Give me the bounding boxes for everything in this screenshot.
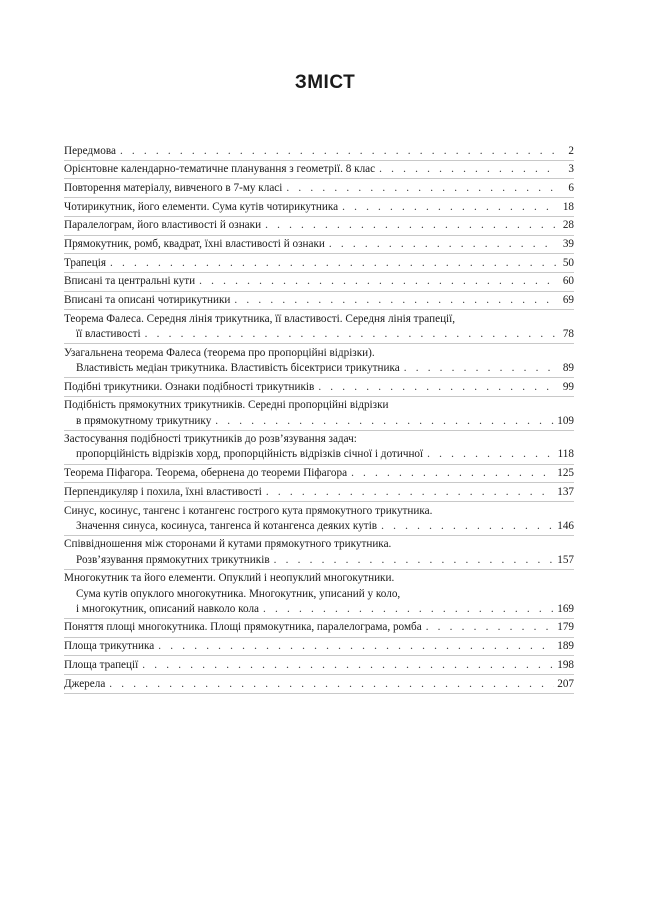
toc-entry-line [64,361,574,376]
toc-entry-title: Властивість медіан трикутника. Властивість бісектриси трикутника [76,361,400,374]
toc-page-number: 198 [557,658,574,671]
toc-entry [64,273,574,292]
dot-leader [381,519,554,534]
dot-leader [234,293,557,308]
dot-leader [351,466,554,481]
toc-entry-line [64,218,574,233]
toc-entry-title: Теорема Фалеса. Середня лінія трикутника, її властивості. Середня лінія трапеції, [64,312,456,325]
toc-page-number: 169 [557,602,574,615]
toc-entry-line [64,620,574,635]
dot-leader [145,327,557,342]
toc-entry-title: Джерела [64,677,106,690]
toc-entry-line [64,414,574,429]
toc-entry-line [64,602,574,617]
toc-entry-title: її властивості [76,328,141,341]
toc-entry [64,161,574,180]
toc-entry [64,142,574,161]
toc-entry-line [64,312,574,327]
dot-leader [120,144,557,159]
dot-leader [286,181,557,196]
toc-entry-title: пропорційність відрізків хорд, пропорційність відрізків січної і дотичної [76,448,424,461]
toc-entry-line [64,571,574,586]
toc-entry-title: Паралелограм, його властивості й ознаки [64,219,262,232]
toc-page-number: 89 [562,361,574,374]
toc-entry-title: Подібність прямокутних трикутників. Середні пропорційні відрізки [64,399,389,412]
toc-entry-title: Розв’язування прямокутних трикутників [76,553,270,566]
dot-leader [426,620,555,635]
toc-entry [64,675,574,694]
toc-entry-title: Узагальнена теорема Фалеса (теорема про пропорційні відрізки). [64,346,375,359]
page-title: ЗМІСТ [294,72,356,93]
toc-entry-title: Теорема Піфагора. Теорема, обернена до теореми Піфагора [64,467,348,480]
toc-entry-title: Застосування подібності трикутників до розв’язування задач: [64,433,357,446]
toc-page-number: 78 [562,328,574,341]
toc-entry [64,397,574,431]
toc-entry [64,378,574,397]
toc-entry [64,465,574,484]
dot-leader [329,237,557,252]
toc-page-number: 28 [562,219,574,232]
toc-entry [64,310,574,344]
toc-entry-title: Прямокутник, ромб, квадрат, їхні властивості й ознаки [64,238,325,251]
toc-entry-line [64,144,574,159]
toc-entry-title: і многокутник, описаний навколо кола [76,602,260,615]
toc-entry [64,656,574,675]
toc-entry-title: Вписані та центральні кути [64,275,196,288]
dot-leader [110,256,557,271]
dot-leader [265,218,557,233]
toc-page-number: 69 [562,294,574,307]
toc-entry-title: Співвідношення між сторонами й кутами прямокутного трикутника. [64,538,392,551]
dot-leader [215,414,554,429]
toc-entry-title: Синус, косинус, тангенс і котангенс гострого кута прямокутного трикутника. [64,504,433,517]
toc-entry-line [64,327,574,342]
dot-leader [158,639,554,654]
toc-entry-line [64,181,574,196]
toc-entry [64,570,574,619]
toc-page-number: 39 [562,238,574,251]
toc-page-number: 137 [557,485,574,498]
toc-entry-title: Повторення матеріалу, вивченого в 7-му класі [64,181,283,194]
toc-entry [64,483,574,502]
toc-entry-line [64,485,574,500]
toc-entry-title: Поняття площі многокутника. Площі прямокутника, паралелограма, ромба [64,621,422,634]
toc-page-number: 146 [557,519,574,532]
toc-entry [64,619,574,638]
toc-entry-line [64,162,574,177]
toc-entry-line [64,587,574,602]
toc-page-number: 189 [557,640,574,653]
toc-entry-line [64,398,574,413]
dot-leader [274,553,555,568]
toc-entry-title: Чотирикутник, його елементи. Сума кутів чотирикутника [64,200,339,213]
toc-entry-line [64,519,574,534]
dot-leader [109,677,554,692]
toc-entry-line [64,504,574,519]
toc-page-number: 6 [568,181,574,194]
dot-leader [379,162,557,177]
toc-entry [64,236,574,255]
toc-entry [64,638,574,657]
dot-leader [342,200,557,215]
toc-entry-title: Орієнтовне календарно-тематичне планування з геометрії. 8 клас [64,163,376,176]
toc-entry-title: Трапеція [64,256,107,269]
toc-page-number: 207 [557,677,574,690]
toc-entry-line [64,432,574,447]
toc-entry-title: Площа трикутника [64,640,155,653]
toc-entry-line [64,237,574,252]
toc-entry [64,198,574,217]
toc-entry-line [64,537,574,552]
toc-entry-line [64,677,574,692]
toc-entry-title: Площа трапеції [64,658,139,671]
toc-entry-title: Передмова [64,144,116,157]
toc-entry [64,431,574,465]
dot-leader [199,274,557,289]
toc-entry [64,292,574,311]
toc-entry [64,502,574,536]
dot-leader [266,485,554,500]
toc-page-number: 50 [562,256,574,269]
table-of-contents [64,142,574,694]
toc-page-number: 179 [557,621,574,634]
toc-entry-line [64,639,574,654]
toc-page-number: 109 [557,414,574,427]
toc-entry-line [64,256,574,271]
toc-entry-title: в прямокутному трикутнику [76,414,212,427]
toc-page-number: 157 [557,553,574,566]
toc-entry [64,344,574,378]
toc-page-number: 118 [557,448,574,461]
toc-entry-line [64,553,574,568]
toc-page-number: 99 [562,380,574,393]
toc-entry-line [64,293,574,308]
toc-page-number: 2 [568,144,574,157]
toc-entry [64,217,574,236]
toc-entry-title: Значення синуса, косинуса, тангенса й котангенса деяких кутів [76,519,378,532]
dot-leader [427,447,554,462]
toc-page-number: 3 [568,163,574,176]
toc-page-number: 60 [562,275,574,288]
dot-leader [404,361,557,376]
toc-entry-title: Сума кутів опуклого многокутника. Многокутник, уписаний у коло, [76,587,401,600]
toc-entry-line [64,447,574,462]
toc-entry-title: Вписані та описані чотирикутники [64,294,231,307]
toc-entry [64,179,574,198]
toc-page-number: 18 [562,200,574,213]
toc-entry [64,254,574,273]
dot-leader [142,658,554,673]
toc-entry-line [64,200,574,215]
toc-entry-line [64,274,574,289]
toc-entry-title: Многокутник та його елементи. Опуклий і неопуклий многокутники. [64,572,395,585]
toc-page-number: 125 [557,467,574,480]
toc-entry-title: Подібні трикутники. Ознаки подібності трикутників [64,380,315,393]
toc-entry-line [64,380,574,395]
toc-entry-line [64,466,574,481]
dot-leader [318,380,557,395]
toc-entry-line [64,658,574,673]
toc-entry [64,536,574,570]
dot-leader [263,602,554,617]
toc-entry-title: Перпендикуляр і похила, їхні властивості [64,485,262,498]
toc-entry-line [64,346,574,361]
